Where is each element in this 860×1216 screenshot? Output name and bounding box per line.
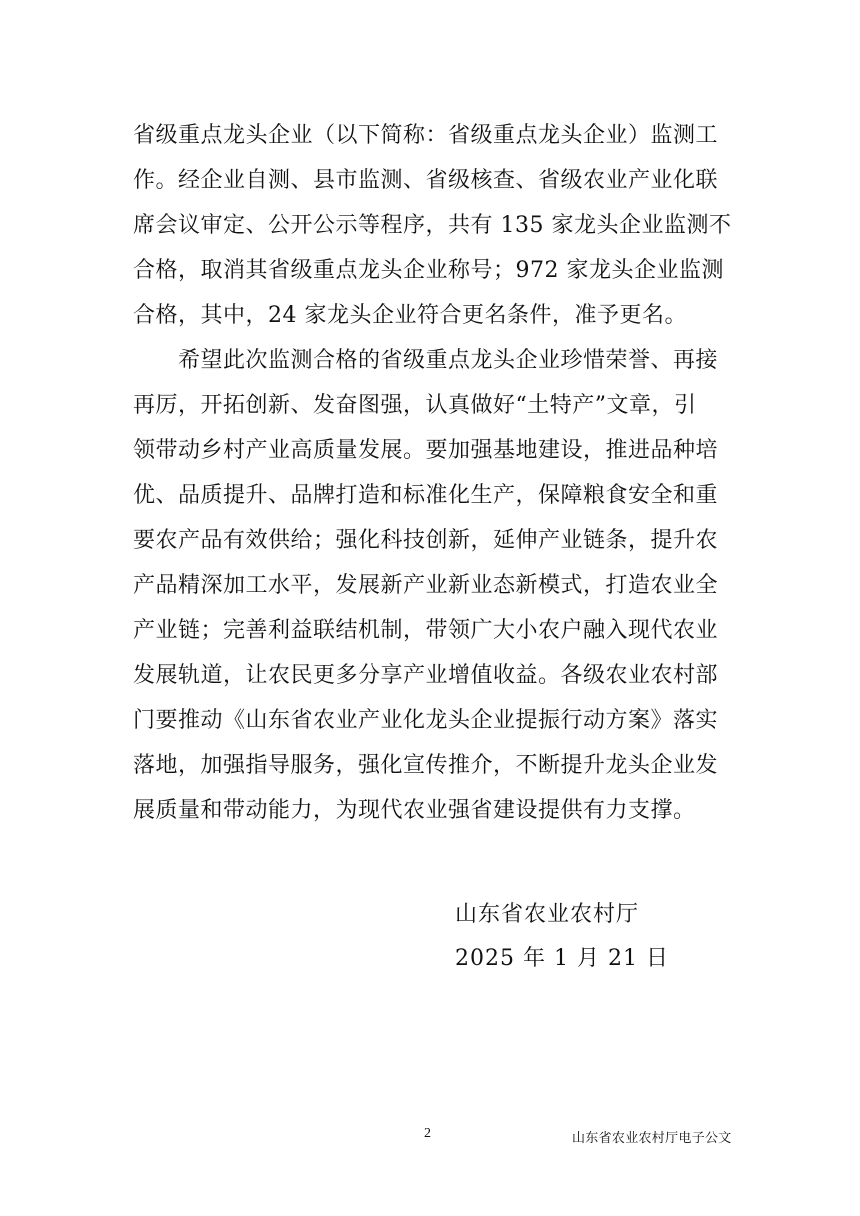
text-line: 作。经企业自测、县市监测、省级核查、省级农业产业化联: [133, 168, 719, 193]
text-line: 落地，加强指导服务，强化宣传推介，不断提升龙头企业发: [133, 753, 719, 778]
text-line: 发展轨道，让农民更多分享产业增值收益。各级农业农村部: [133, 663, 719, 688]
text-line: 优、品质提升、品牌打造和标准化生产，保障粮食安全和重: [133, 483, 719, 508]
text-line: 领带动乡村产业高质量发展。要加强基地建设，推进品种培: [133, 438, 719, 463]
issue-date: 2025 年 1 月 21 日: [455, 946, 669, 971]
page-number: 2: [424, 1126, 431, 1141]
body-text: [133, 113, 733, 833]
text-line: 产业链；完善利益联结机制，带领广大小农户融入现代农业: [133, 618, 719, 643]
text-line: 合格，取消其省级重点龙头企业称号；972 家龙头企业监测: [133, 258, 724, 283]
text-line: 希望此次监测合格的省级重点龙头企业珍惜荣誉、再接: [133, 348, 719, 373]
text-line: 合格，其中，24 家龙头企业符合更名条件，准予更名。: [133, 303, 687, 328]
text-line: 展质量和带动能力，为现代农业强省建设提供有力支撑。: [133, 798, 696, 823]
text-line: 要农产品有效供给；强化科技创新，延伸产业链条，提升农: [133, 528, 719, 553]
signature-block: [455, 893, 715, 981]
text-line: 产品精深加工水平，发展新产业新业态新模式，打造农业全: [133, 573, 719, 598]
issuer-name: 山东省农业农村厅: [455, 902, 640, 927]
text-line: 席会议审定、公开公示等程序，共有 135 家龙头企业监测不: [133, 213, 732, 238]
footer-source: 山东省农业农村厅电子公文: [572, 1131, 732, 1146]
text-line: 门要推动《山东省农业产业化龙头企业提振行动方案》落实: [133, 708, 719, 733]
text-line: 省级重点龙头企业（以下简称：省级重点龙头企业）监测工: [133, 123, 719, 148]
text-line: 再厉，开拓创新、发奋图强，认真做好“土特产”文章，引: [133, 393, 697, 418]
